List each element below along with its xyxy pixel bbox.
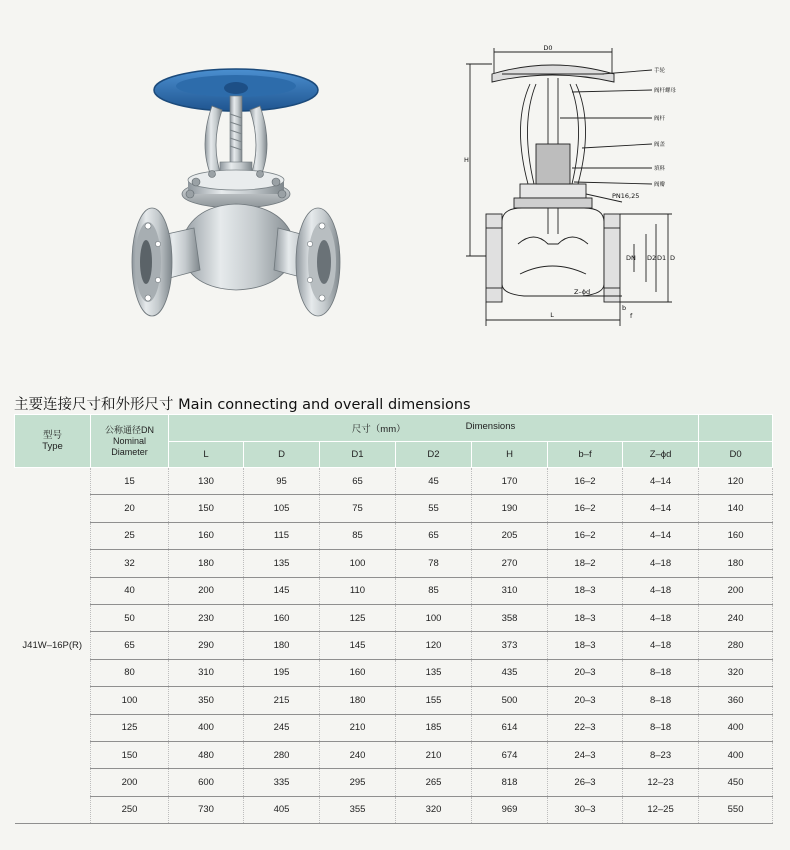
dn-header-cn: 公称通径DN xyxy=(105,424,154,435)
dimension-cell: 95 xyxy=(244,468,320,495)
dimension-cell: 78 xyxy=(396,550,472,577)
dimension-cell: 75 xyxy=(320,495,396,522)
dn-cell: 15 xyxy=(91,468,169,495)
dimension-cell: 280 xyxy=(244,741,320,768)
dn-cell: 125 xyxy=(91,714,169,741)
dimension-cell: 320 xyxy=(396,796,472,823)
dimension-cell: 140 xyxy=(699,495,773,522)
dimension-cell: 12–25 xyxy=(623,796,699,823)
dimension-cell: 350 xyxy=(169,687,244,714)
dn-cell: 250 xyxy=(91,796,169,823)
dn-cell: 32 xyxy=(91,550,169,577)
dimension-cell: 160 xyxy=(244,604,320,631)
dimension-cell: 4–18 xyxy=(623,550,699,577)
table-row xyxy=(15,659,773,686)
callout-label: 填料 xyxy=(654,166,666,172)
dimension-cell: 150 xyxy=(169,495,244,522)
dimension-cell: 20–3 xyxy=(548,687,623,714)
dimension-cell: 4–14 xyxy=(623,522,699,549)
dn-cell: 65 xyxy=(91,632,169,659)
table-row xyxy=(15,769,773,796)
dimension-cell: 16–2 xyxy=(548,468,623,495)
dimension-cell: 373 xyxy=(472,632,548,659)
column-header: D xyxy=(244,442,320,468)
dimension-cell: 160 xyxy=(169,522,244,549)
table-body xyxy=(15,468,773,824)
dimension-cell: 4–14 xyxy=(623,495,699,522)
dimension-cell: 674 xyxy=(472,741,548,768)
callout-label: 手轮 xyxy=(654,68,666,74)
dimension-cell: 120 xyxy=(396,632,472,659)
dimension-cell: 200 xyxy=(699,577,773,604)
dimension-cell: 480 xyxy=(169,741,244,768)
dimension-cell: 155 xyxy=(396,687,472,714)
dimension-cell: 190 xyxy=(472,495,548,522)
dimension-cell: 450 xyxy=(699,769,773,796)
dimension-cell: 100 xyxy=(396,604,472,631)
dimension-cell: 290 xyxy=(169,632,244,659)
dimension-cell: 245 xyxy=(244,714,320,741)
dimension-cell: 135 xyxy=(396,659,472,686)
dimension-cell: 270 xyxy=(472,550,548,577)
table-row xyxy=(15,604,773,631)
dimension-cell: 65 xyxy=(320,468,396,495)
dimension-cell: 360 xyxy=(699,687,773,714)
dimension-cell: 45 xyxy=(396,468,472,495)
dimension-cell: 18–2 xyxy=(548,550,623,577)
dimension-cell: 125 xyxy=(320,604,396,631)
dimension-cell: 195 xyxy=(244,659,320,686)
dimension-cell: 8–18 xyxy=(623,714,699,741)
dim-zd-label: Z–ϕd xyxy=(574,288,591,296)
callout-label: 阀瓣 xyxy=(654,182,666,188)
dimension-cell: 8–23 xyxy=(623,741,699,768)
column-header: H xyxy=(472,442,548,468)
dimension-cell: 4–18 xyxy=(623,577,699,604)
dn-cell: 200 xyxy=(91,769,169,796)
table-row xyxy=(15,796,773,823)
dimension-cell: 358 xyxy=(472,604,548,631)
dimension-cell: 145 xyxy=(320,632,396,659)
dimension-cell: 4–18 xyxy=(623,604,699,631)
type-header-cn: 型号 xyxy=(42,430,62,441)
dimension-cell: 22–3 xyxy=(548,714,623,741)
dimension-cell: 24–3 xyxy=(548,741,623,768)
dimension-cell: 240 xyxy=(320,741,396,768)
dimension-cell: 280 xyxy=(699,632,773,659)
dimension-cell: 110 xyxy=(320,577,396,604)
table-row xyxy=(15,741,773,768)
dimension-cell: 30–3 xyxy=(548,796,623,823)
dimension-cell: 85 xyxy=(396,577,472,604)
valve-photo xyxy=(128,66,346,336)
dimension-cell: 400 xyxy=(699,741,773,768)
dimension-cell: 16–2 xyxy=(548,522,623,549)
dimension-cell: 55 xyxy=(396,495,472,522)
column-header: L xyxy=(169,442,244,468)
dimension-cell: 145 xyxy=(244,577,320,604)
column-header: Z–ϕd xyxy=(623,442,699,468)
table-row xyxy=(15,577,773,604)
dn-cell: 25 xyxy=(91,522,169,549)
dimension-cell: 160 xyxy=(699,522,773,549)
dimension-cell: 18–3 xyxy=(548,604,623,631)
dim-b-label: b xyxy=(622,304,627,312)
dimension-cell: 230 xyxy=(169,604,244,631)
dim-d2-label: D2 xyxy=(647,254,657,262)
table-row xyxy=(15,687,773,714)
dimension-cell: 335 xyxy=(244,769,320,796)
dimension-cell: 240 xyxy=(699,604,773,631)
cross-section-drawing xyxy=(462,44,690,334)
dim-l-label: L xyxy=(550,311,554,319)
dimension-cell: 4–18 xyxy=(623,632,699,659)
dimension-cell: 200 xyxy=(169,577,244,604)
dimension-cell: 185 xyxy=(396,714,472,741)
dimension-cell: 135 xyxy=(244,550,320,577)
table-row xyxy=(15,495,773,522)
table-row xyxy=(15,522,773,549)
callout-label: 阀杆 xyxy=(654,116,666,122)
column-header: D0 xyxy=(699,442,773,468)
dimension-cell: 500 xyxy=(472,687,548,714)
table-row xyxy=(15,468,773,495)
type-cell: J41W–16P(R) xyxy=(15,468,91,824)
dimension-cell: 730 xyxy=(169,796,244,823)
table-row xyxy=(15,550,773,577)
dim-d-label: D xyxy=(670,254,676,262)
dimension-cell: 20–3 xyxy=(548,659,623,686)
dn-cell: 150 xyxy=(91,741,169,768)
dimension-cell: 4–14 xyxy=(623,468,699,495)
dimension-cell: 550 xyxy=(699,796,773,823)
callout-label: 阀杆螺母 xyxy=(654,88,677,94)
dimension-cell: 180 xyxy=(169,550,244,577)
dimension-cell: 180 xyxy=(320,687,396,714)
dimension-cell: 310 xyxy=(472,577,548,604)
dimension-cell: 355 xyxy=(320,796,396,823)
table-row xyxy=(15,632,773,659)
dimension-cell: 400 xyxy=(169,714,244,741)
dimension-cell: 16–2 xyxy=(548,495,623,522)
column-header: b–f xyxy=(548,442,623,468)
dimension-cell: 18–3 xyxy=(548,577,623,604)
dimension-cell: 8–18 xyxy=(623,659,699,686)
dimensions-header-cn: 尺寸（mm） xyxy=(351,424,406,435)
dimension-cell: 600 xyxy=(169,769,244,796)
table-row xyxy=(15,714,773,741)
pressure-label: PN16,25 xyxy=(612,192,640,200)
header-blank xyxy=(699,415,773,442)
dn-header xyxy=(91,415,169,468)
dim-dn-label: DN xyxy=(626,254,636,262)
dimension-cell: 405 xyxy=(244,796,320,823)
dimension-cell: 120 xyxy=(699,468,773,495)
dimension-cell: 205 xyxy=(472,522,548,549)
dimension-cell: 400 xyxy=(699,714,773,741)
dn-header-en-1: Nominal xyxy=(112,435,146,446)
dimension-cell: 614 xyxy=(472,714,548,741)
dimensions-header xyxy=(169,415,699,442)
dn-cell: 80 xyxy=(91,659,169,686)
dimension-cell: 12–23 xyxy=(623,769,699,796)
dimension-cell: 160 xyxy=(320,659,396,686)
dimension-cell: 85 xyxy=(320,522,396,549)
dimension-cell: 100 xyxy=(320,550,396,577)
dimension-cell: 210 xyxy=(396,741,472,768)
type-header xyxy=(15,415,91,468)
dimension-cell: 265 xyxy=(396,769,472,796)
dimension-cell: 18–3 xyxy=(548,632,623,659)
dn-cell: 50 xyxy=(91,604,169,631)
dimension-cell: 310 xyxy=(169,659,244,686)
dn-cell: 20 xyxy=(91,495,169,522)
dimension-cell: 170 xyxy=(472,468,548,495)
dimension-cell: 818 xyxy=(472,769,548,796)
column-header: D1 xyxy=(320,442,396,468)
dimension-cell: 180 xyxy=(244,632,320,659)
dimensions-header-en: Dimensions xyxy=(465,421,516,432)
dimensions-table xyxy=(14,414,773,824)
dn-cell: 40 xyxy=(91,577,169,604)
dimension-cell: 65 xyxy=(396,522,472,549)
dimension-cell: 320 xyxy=(699,659,773,686)
dimension-cell: 295 xyxy=(320,769,396,796)
dimension-cell: 210 xyxy=(320,714,396,741)
callout-label: 阀盖 xyxy=(654,142,666,148)
column-header: D2 xyxy=(396,442,472,468)
dimension-cell: 180 xyxy=(699,550,773,577)
dn-cell: 100 xyxy=(91,687,169,714)
type-header-en: Type xyxy=(42,441,63,452)
dimension-cell: 130 xyxy=(169,468,244,495)
dimension-cell: 8–18 xyxy=(623,687,699,714)
dim-d1-label: D1 xyxy=(657,254,667,262)
dimension-cell: 105 xyxy=(244,495,320,522)
dim-h-label: H xyxy=(464,156,469,164)
dimension-cell: 26–3 xyxy=(548,769,623,796)
section-title: 主要连接尺寸和外形尺寸 Main connecting and overall dimensions xyxy=(14,397,471,413)
dim-d0-label: D0 xyxy=(543,44,553,52)
dimension-cell: 215 xyxy=(244,687,320,714)
dimension-cell: 969 xyxy=(472,796,548,823)
dn-header-en-2: Diameter xyxy=(111,446,148,457)
dimension-cell: 115 xyxy=(244,522,320,549)
dimension-cell: 435 xyxy=(472,659,548,686)
dim-f-label: f xyxy=(630,312,633,320)
